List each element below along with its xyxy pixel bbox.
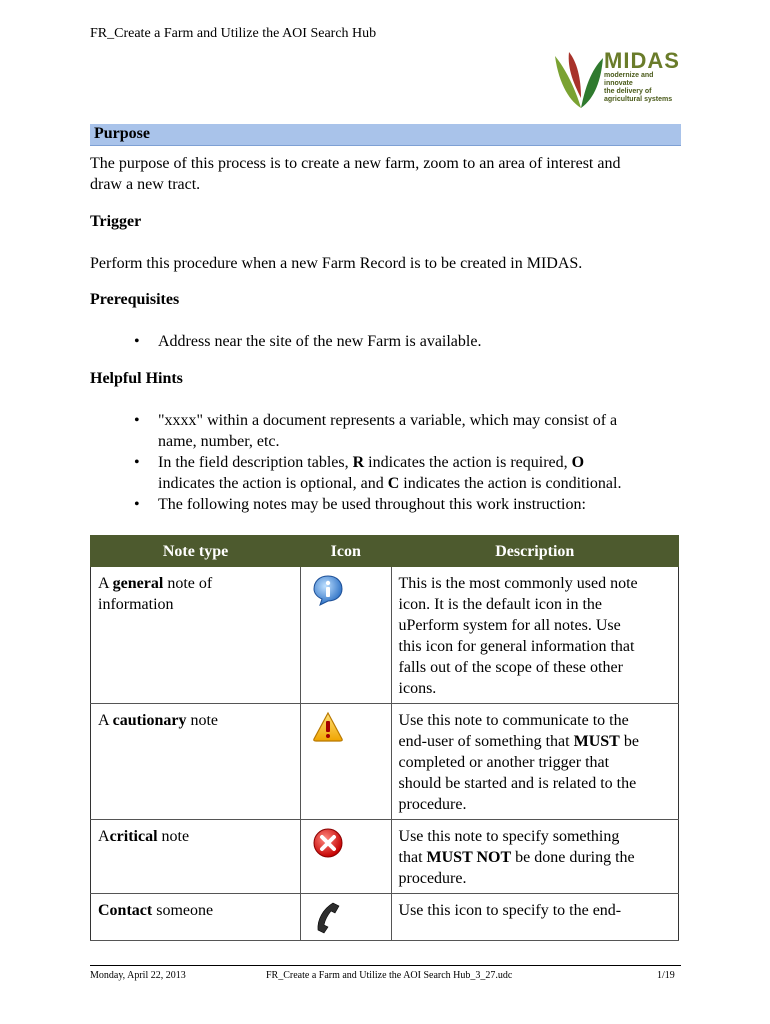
note-type-bold: cautionary (112, 712, 187, 729)
document-title: FR_Create a Farm and Utilize the AOI Search Hub (90, 26, 377, 41)
purpose-line-1: The purpose of this process is to create a new farm, zoom to an area of interest and (90, 155, 621, 172)
note-type-bold: Contact (98, 902, 153, 919)
list-item: • The following notes may be used throughout this work instruction: (132, 494, 677, 515)
helpful-hints-heading: Helpful Hints (90, 370, 183, 387)
note-type-bold: critical (109, 828, 158, 845)
description-cell (391, 704, 678, 820)
description-text: end-user of something that (398, 733, 574, 750)
list-item (132, 452, 677, 494)
description-line: should be started and is related to the (398, 775, 637, 792)
description-line: icon. It is the default icon in the (398, 596, 603, 613)
logo-tagline-1: modernize and innovate (604, 72, 654, 87)
hint-1-line-2: name, number, etc. (158, 433, 280, 450)
footer-page-number: 1/19 (657, 970, 675, 981)
table-row (91, 567, 679, 704)
hint-2-r: R (352, 454, 365, 471)
description-cell (391, 820, 678, 894)
column-header-icon: Icon (301, 536, 391, 567)
icon-cell (301, 894, 391, 941)
description-line: completed or another trigger that (398, 754, 610, 771)
hint-2-text-a: In the field description tables, (158, 454, 353, 471)
table-row (91, 894, 679, 941)
prerequisites-list (132, 331, 677, 352)
info-icon (311, 573, 345, 607)
note-type-text: note of (163, 575, 213, 592)
note-type-text: note (157, 828, 190, 845)
column-header-description: Description (391, 536, 678, 567)
list-item (132, 410, 677, 452)
icon-cell (301, 820, 391, 894)
description-line: uPerform system for all notes. Use (398, 617, 621, 634)
logo-tagline-3: agricultural systems (604, 96, 673, 103)
description-line: falls out of the scope of these other (398, 659, 623, 676)
helpful-hints-list (132, 410, 677, 515)
column-header-note-type: Note type (91, 536, 301, 567)
purpose-line-2: draw a new tract. (90, 176, 201, 193)
footer-rule (90, 965, 681, 966)
footer-file-name: FR_Create a Farm and Utilize the AOI Search Hub_3_27.udc (266, 970, 513, 981)
logo-text (604, 50, 684, 104)
note-type-text: A (98, 712, 113, 729)
table-header-row (91, 536, 679, 567)
note-type-cell (91, 704, 301, 820)
description-line: procedure. (398, 796, 467, 813)
description-text: be done during the (511, 849, 635, 866)
table-row (91, 820, 679, 894)
description-line: procedure. (398, 870, 467, 887)
trigger-text: Perform this procedure when a new Farm Record is to be created in MIDAS. (90, 255, 583, 272)
description-line: This is the most commonly used note (398, 575, 638, 592)
description-bold: MUST NOT (426, 849, 512, 866)
note-type-text: A (98, 828, 110, 845)
description-text: be (619, 733, 639, 750)
hint-1-line-1: "xxxx" within a document represents a variable, which may consist of a (158, 412, 618, 429)
hint-2-text-g: indicates the action is conditional. (399, 475, 622, 492)
description-line: icons. (398, 680, 437, 697)
purpose-heading-bar (90, 124, 681, 146)
note-type-cell (91, 820, 301, 894)
logo-word: MIDAS (604, 48, 680, 73)
note-type-text: someone (152, 902, 214, 919)
hint-2-o: O (571, 454, 585, 471)
description-line: Use this note to communicate to the (398, 712, 629, 729)
note-type-text: note (186, 712, 218, 729)
table-row (91, 704, 679, 820)
phone-icon (311, 900, 345, 934)
purpose-text (90, 153, 685, 195)
description-line: this icon for general information that (398, 638, 635, 655)
trigger-heading: Trigger (90, 213, 142, 230)
note-type-text: A (98, 575, 113, 592)
note-type-cell (91, 567, 301, 704)
hint-2-text-e: indicates the action is optional, and (158, 475, 388, 492)
note-type-bold: general (112, 575, 164, 592)
logo-tagline-2: the delivery of (604, 88, 652, 95)
note-type-cell (91, 894, 301, 941)
list-item: • Address near the site of the new Farm is available. (132, 331, 677, 352)
prerequisites-heading: Prerequisites (90, 291, 180, 308)
description-line (399, 847, 671, 868)
critical-icon (311, 826, 345, 860)
notes-table (90, 535, 679, 941)
description-bold: MUST (573, 733, 620, 750)
description-cell (391, 567, 678, 704)
icon-cell (301, 704, 391, 820)
note-type-text: information (98, 596, 174, 613)
footer-date: Monday, April 22, 2013 (90, 970, 186, 981)
hint-2-c: C (387, 475, 400, 492)
icon-cell (301, 567, 391, 704)
warning-icon (311, 710, 345, 744)
description-line: Use this note to specify something (398, 828, 620, 845)
description-text: that (398, 849, 427, 866)
hint-2-text-c: indicates the action is required, (364, 454, 572, 471)
description-cell (391, 894, 678, 941)
description-line: Use this icon to specify to the end- (398, 902, 622, 919)
purpose-heading: Purpose (94, 125, 150, 142)
description-line (399, 731, 671, 752)
